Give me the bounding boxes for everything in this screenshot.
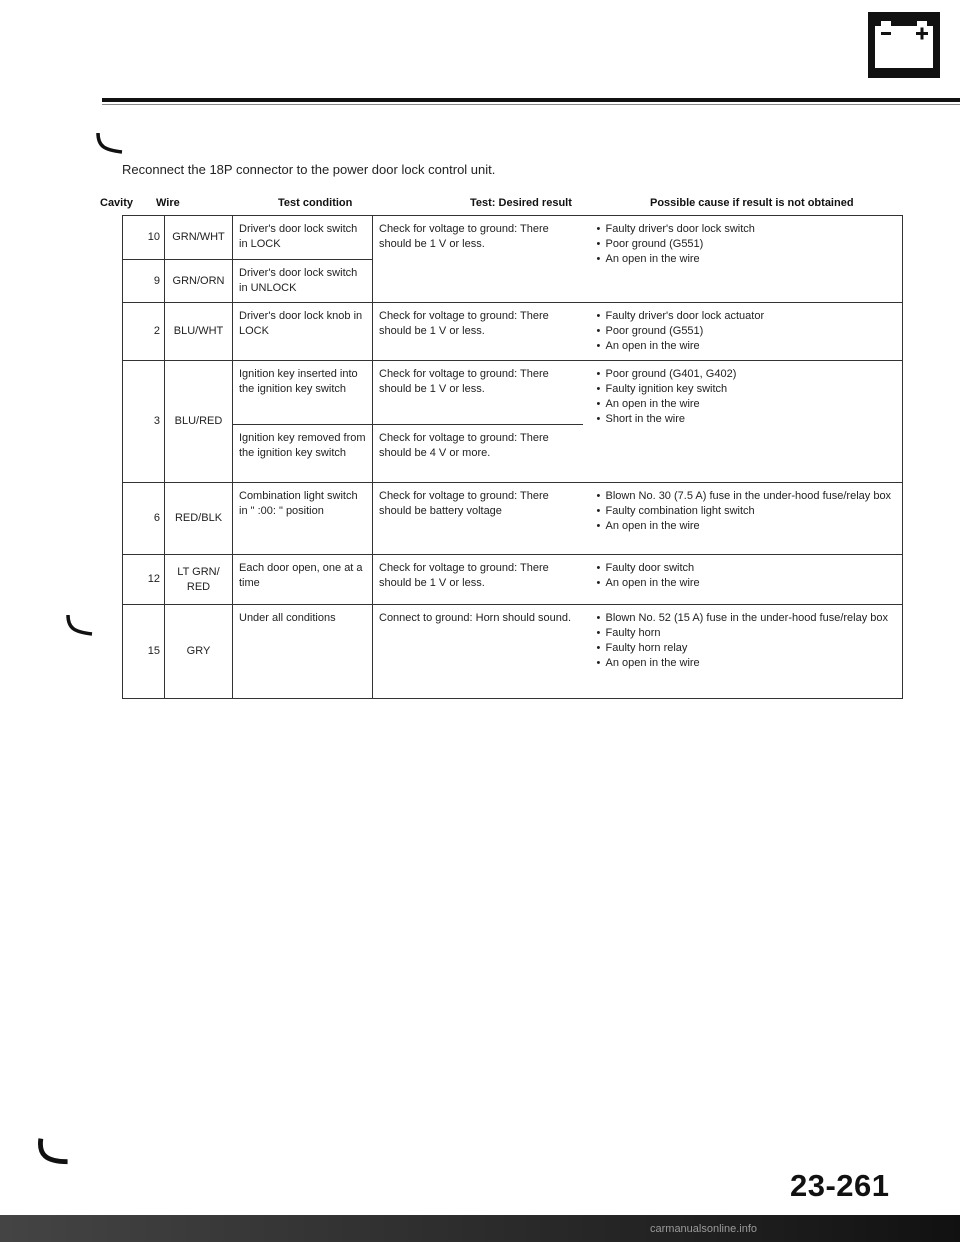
cause-item: • Faulty driver's door lock actuator <box>597 309 897 324</box>
cause-item: • Faulty ignition key switch <box>597 382 897 397</box>
cause-item: • Short in the wire <box>597 412 897 427</box>
cavity-cell: 12 <box>123 555 165 605</box>
condition-cell: Under all conditions <box>233 605 373 699</box>
cause-item: • Blown No. 30 (7.5 A) fuse in the under-hood fuse/relay box <box>597 489 897 504</box>
wire-cell: LT GRN/ RED <box>165 555 233 605</box>
binding-hook-mark <box>96 130 124 158</box>
condition-cell: Ignition key inserted into the ignition key switch <box>233 361 373 425</box>
battery-icon <box>868 12 940 78</box>
cause-item: • Faulty horn relay <box>597 641 897 656</box>
condition-cell: Driver's door lock knob in LOCK <box>233 303 373 361</box>
condition-cell: Driver's door lock switch in UNLOCK <box>233 260 373 303</box>
cause-item: • Poor ground (G551) <box>597 324 897 339</box>
cause-item: • An open in the wire <box>597 576 897 591</box>
col-header-test-condition: Test condition <box>278 197 353 209</box>
result-cell: Check for voltage to ground: There should be battery voltage <box>373 483 583 555</box>
cause-item: • An open in the wire <box>597 656 897 671</box>
cause-item: • Faulty combination light switch <box>597 504 897 519</box>
table-row <box>123 483 903 555</box>
intro-text: Reconnect the 18P connector to the power door lock control unit. <box>122 162 496 177</box>
result-cell: Check for voltage to ground: There should be 1 V or less. <box>373 303 583 361</box>
cause-item: • Faulty driver's door lock switch <box>597 222 897 237</box>
header-rule <box>102 98 960 102</box>
wire-cell: BLU/RED <box>165 361 233 483</box>
cause-cell <box>583 555 903 605</box>
result-cell: Check for voltage to ground: There should be 4 V or more. <box>373 425 583 483</box>
result-cell: Check for voltage to ground: There should be 1 V or less. <box>373 216 583 303</box>
table-row <box>123 555 903 605</box>
col-header-desired-result: Test: Desired result <box>470 197 572 209</box>
cause-item: • Poor ground (G401, G402) <box>597 367 897 382</box>
wire-cell: GRN/WHT <box>165 216 233 260</box>
col-header-possible-cause: Possible cause if result is not obtained <box>650 197 854 209</box>
page-number: 23-261 <box>790 1168 890 1203</box>
cause-item: • An open in the wire <box>597 397 897 412</box>
cause-item: • Faulty door switch <box>597 561 897 576</box>
cause-cell <box>583 303 903 361</box>
cavity-cell: 9 <box>123 260 165 303</box>
cavity-cell: 3 <box>123 361 165 483</box>
result-cell: Connect to ground: Horn should sound. <box>373 605 583 699</box>
result-cell: Check for voltage to ground: There should be 1 V or less. <box>373 555 583 605</box>
condition-cell: Combination light switch in " :00: " position <box>233 483 373 555</box>
diagnostic-table <box>122 215 903 699</box>
binding-hook-mark <box>66 612 94 640</box>
condition-cell: Ignition key removed from the ignition key switch <box>233 425 373 483</box>
cause-cell <box>583 605 903 699</box>
cause-cell <box>583 216 903 303</box>
cause-cell <box>583 483 903 555</box>
cause-item: • An open in the wire <box>597 252 897 267</box>
cause-item: • An open in the wire <box>597 519 897 534</box>
wire-cell: BLU/WHT <box>165 303 233 361</box>
cause-cell <box>583 361 903 483</box>
table-row <box>123 361 903 425</box>
wire-cell: GRN/ORN <box>165 260 233 303</box>
condition-cell: Each door open, one at a time <box>233 555 373 605</box>
cavity-cell: 6 <box>123 483 165 555</box>
header-rule-thin <box>102 104 960 105</box>
table-row <box>123 605 903 699</box>
cavity-cell: 10 <box>123 216 165 260</box>
wire-cell: GRY <box>165 605 233 699</box>
cavity-cell: 2 <box>123 303 165 361</box>
watermark: carmanualsonline.info <box>650 1223 758 1235</box>
bottom-bar <box>0 1215 960 1242</box>
result-cell: Check for voltage to ground: There should be 1 V or less. <box>373 361 583 425</box>
column-headers <box>100 197 900 213</box>
cause-item: • An open in the wire <box>597 339 897 354</box>
col-header-cavity: Cavity <box>100 197 134 209</box>
condition-cell: Driver's door lock switch in LOCK <box>233 216 373 260</box>
col-header-wire: Wire <box>156 197 180 209</box>
wire-cell: RED/BLK <box>165 483 233 555</box>
cause-item: • Poor ground (G551) <box>597 237 897 252</box>
table-row <box>123 216 903 260</box>
binding-hook-mark <box>36 1135 70 1169</box>
cause-item: • Blown No. 52 (15 A) fuse in the under-hood fuse/relay box <box>597 611 897 626</box>
table-row <box>123 303 903 361</box>
cause-item: • Faulty horn <box>597 626 897 641</box>
cavity-cell: 15 <box>123 605 165 699</box>
